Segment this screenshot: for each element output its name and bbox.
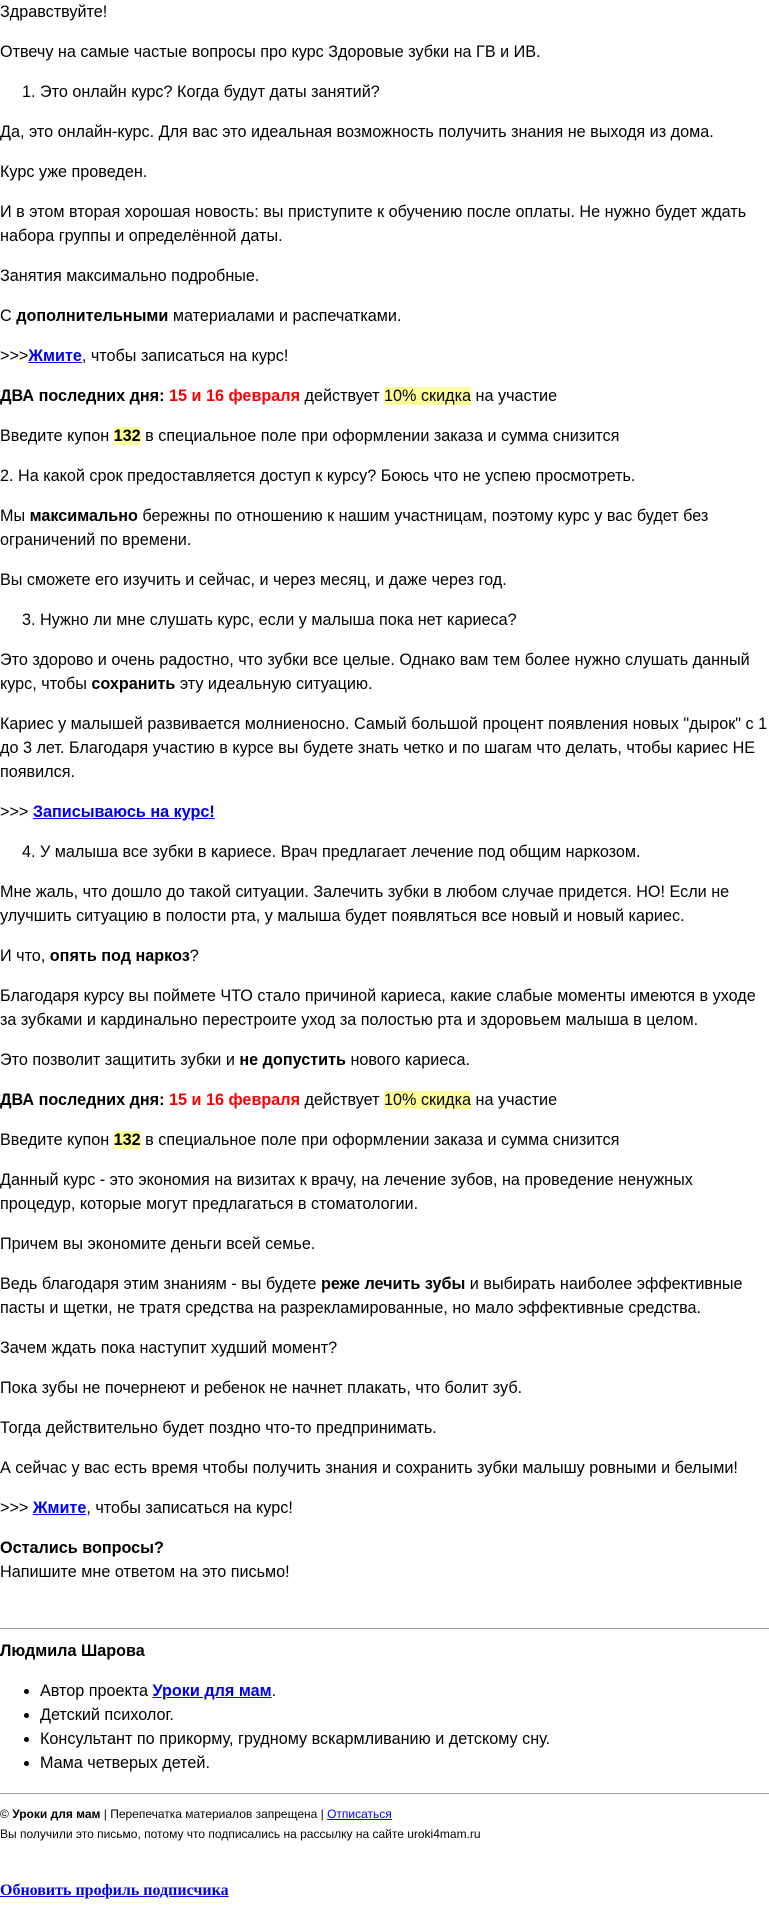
answer-3b: Кариес у малышей развивается молниеносно. Самый большой процент появления новых "дырок" с 1 до 3 лет. Благодаря участию в курсе вы будете знать четко и по шагам что делать, чтобы кариес НЕ появился. — [0, 715, 768, 781]
promo-dates: 15 и 16 февраля — [169, 1091, 301, 1109]
answer-1d: Занятия максимально подробные. — [0, 267, 260, 285]
promo-2 — [0, 1088, 769, 1112]
answer-4b — [0, 944, 769, 968]
footer-brand: Уроки для мам — [12, 1807, 101, 1821]
footer-line-2: Вы получили это письмо, потому что подписались на рассылку на сайте uroki4mam.ru — [0, 1827, 481, 1841]
enroll-link-1[interactable]: Жмите — [28, 347, 82, 365]
economy-3-post: и выбирать наиболее эффективные пасты и щетки, не тратя средства на разрекламированные, но мало эффективные средства. — [0, 1275, 743, 1317]
cta-3-arrows: >>> — [0, 1499, 33, 1517]
signature — [0, 1639, 769, 1775]
answer-4b-bold: опять под наркоз — [49, 947, 190, 965]
question-2: 2. На какой срок предоставляется доступ к курсу? Боюсь что не успею просмотреть. — [0, 467, 636, 485]
answer-4: Мне жаль, что дошло до такой ситуации. Залечить зубки в любом случае придется. НО! Если не улучшить ситуацию в полости рта, у малыша будет появляться все новый и новый кариес. — [0, 883, 730, 925]
intro: Отвечу на самые частые вопросы про курс Здоровые зубки на ГВ и ИВ. — [0, 43, 541, 61]
materials-text — [0, 304, 769, 328]
signature-divider — [0, 1628, 769, 1629]
signature-item-psychologist: • Детский психолог. — [40, 1703, 769, 1727]
questions-title: Остались вопросы? — [0, 1539, 164, 1557]
signature-item-mother: • Мама четверых детей. — [40, 1751, 769, 1775]
answer-4d-pre: Это позволит защитить зубки и — [0, 1051, 240, 1069]
economy-3-bold: реже лечить зубы — [321, 1275, 466, 1293]
project-link[interactable]: Уроки для мам — [152, 1682, 272, 1700]
promo-discount: 10% скидка — [384, 387, 472, 405]
economy-3-pre: Ведь благодаря этим знаниям - вы будете — [0, 1275, 321, 1293]
signature-item-author-pre: Автор проекта — [40, 1682, 153, 1700]
questions-text: Напишите мне ответом на это письмо! — [0, 1563, 290, 1581]
materials-pre: С — [0, 307, 17, 325]
cta-3 — [0, 1496, 769, 1520]
signature-item-author-post: . — [271, 1682, 277, 1700]
copyright-sign: © — [0, 1807, 9, 1821]
promo-end: на участие — [471, 387, 558, 405]
wait-2: Пока зубы не почернеют и ребенок не начнет плакать, что болит зуб. — [0, 1379, 523, 1397]
materials-post: материалами и распечатками. — [168, 307, 402, 325]
answer-3 — [0, 648, 769, 696]
coupon-code: 132 — [113, 427, 141, 445]
answer-4b-post: ? — [189, 947, 199, 965]
answer-1b: Курс уже проведен. — [0, 163, 148, 181]
unsubscribe-link[interactable]: Отписаться — [327, 1807, 392, 1821]
coupon-code: 132 — [113, 1131, 141, 1149]
cta-2-arrows: >>> — [0, 803, 33, 821]
answer-1: Да, это онлайн-курс. Для вас это идеальная возможность получить знания не выходя из дома. — [0, 123, 714, 141]
economy-1: Данный курс - это экономия на визитах к врачу, на лечение зубов, на проведение ненужных процедур, которые могут предлагаться в стоматологии. — [0, 1171, 693, 1213]
wait-4: А сейчас у вас есть время чтобы получить знания и сохранить зубки малышу ровными и белыми! — [0, 1459, 738, 1477]
promo-mid: действует — [300, 1091, 385, 1109]
promo-discount: 10% скидка — [384, 1091, 472, 1109]
promo-1 — [0, 384, 769, 408]
question-3: 3. Нужно ли мне слушать курс, если у малыша пока нет кариеса? — [40, 608, 769, 632]
update-profile-link[interactable]: Обновить профиль подписчика — [0, 1882, 229, 1899]
promo-lead: ДВА последних дня: — [0, 1091, 165, 1109]
question-list-4 — [0, 840, 769, 864]
answer-3-pre: Это здорово и очень радостно, что зубки все целые. Однако вам тем более нужно слушать данный курс, чтобы — [0, 651, 750, 693]
coupon-1 — [0, 424, 769, 448]
footer-notice: | Перепечатка материалов запрещена | — [100, 1807, 328, 1821]
answer-3-post: эту идеальную ситуацию. — [175, 675, 373, 693]
footer — [0, 1804, 769, 1844]
answer-4b-pre: И что, — [0, 947, 50, 965]
question-4: 4. У малыша все зубки в кариесе. Врач предлагает лечение под общим наркозом. — [40, 840, 769, 864]
answer-3-bold: сохранить — [91, 675, 176, 693]
signature-item-author — [40, 1679, 769, 1703]
enroll-link-2[interactable]: Записываюсь на курс! — [32, 803, 215, 821]
promo-lead: ДВА последних дня: — [0, 387, 165, 405]
cta-3-text: , чтобы записаться на курс! — [86, 1499, 293, 1517]
signature-list — [0, 1679, 769, 1775]
answer-2-pre: Мы — [0, 507, 30, 525]
enroll-link-3[interactable]: Жмите — [32, 1499, 87, 1517]
economy-2: Причем вы экономите деньги всей семье. — [0, 1235, 316, 1253]
questions-block — [0, 1536, 769, 1584]
answer-2 — [0, 504, 769, 552]
greeting: Здравствуйте! — [0, 3, 108, 21]
coupon-2 — [0, 1128, 769, 1152]
coupon-post: в специальное поле при оформлении заказа и сумма снизится — [140, 427, 620, 445]
cta-2 — [0, 800, 769, 824]
answer-4d — [0, 1048, 769, 1072]
answer-4d-bold: не допустить — [239, 1051, 346, 1069]
coupon-pre: Введите купон — [0, 427, 114, 445]
promo-dates: 15 и 16 февраля — [169, 387, 301, 405]
coupon-pre: Введите купон — [0, 1131, 114, 1149]
cta-1 — [0, 344, 769, 368]
promo-mid: действует — [300, 387, 385, 405]
answer-1c: И в этом вторая хорошая новость: вы приступите к обучению после оплаты. Не нужно будет ждать набора группы и определённой даты. — [0, 203, 747, 245]
question-list-1 — [0, 80, 769, 104]
answer-2-bold: максимально — [29, 507, 138, 525]
cta-1-text: , чтобы записаться на курс! — [81, 347, 289, 365]
footer-divider — [0, 1793, 769, 1794]
signature-name: Людмила Шарова — [0, 1642, 145, 1660]
materials-bold: дополнительными — [16, 307, 169, 325]
economy-3 — [0, 1272, 769, 1320]
wait-1: Зачем ждать пока наступит худший момент? — [0, 1339, 338, 1357]
coupon-post: в специальное поле при оформлении заказа и сумма снизится — [140, 1131, 620, 1149]
cta-1-arrows: >>> — [0, 347, 29, 365]
wait-3: Тогда действительно будет поздно что-то предпринимать. — [0, 1419, 437, 1437]
question-list-3 — [0, 608, 769, 632]
answer-2b: Вы сможете его изучить и сейчас, и через месяц, и даже через год. — [0, 571, 507, 589]
answer-2-post: бережны по отношению к нашим участницам, поэтому курс у вас будет без ограничений по времени. — [0, 507, 709, 549]
footer-line-1 — [0, 1804, 769, 1824]
answer-4c: Благодаря курсу вы поймете ЧТО стало причиной кариеса, какие слабые моменты имеются в уходе за зубками и кардинально перестроите уход за полостью рта и здоровьем малыша в целом. — [0, 987, 756, 1029]
answer-4d-post: нового кариеса. — [345, 1051, 470, 1069]
signature-item-consultant: • Консультант по прикорму, грудному вскармливанию и детскому сну. — [40, 1727, 769, 1751]
promo-end: на участие — [471, 1091, 558, 1109]
update-profile-block — [0, 1882, 769, 1900]
question-1: 1. Это онлайн курс? Когда будут даты занятий? — [40, 80, 769, 104]
